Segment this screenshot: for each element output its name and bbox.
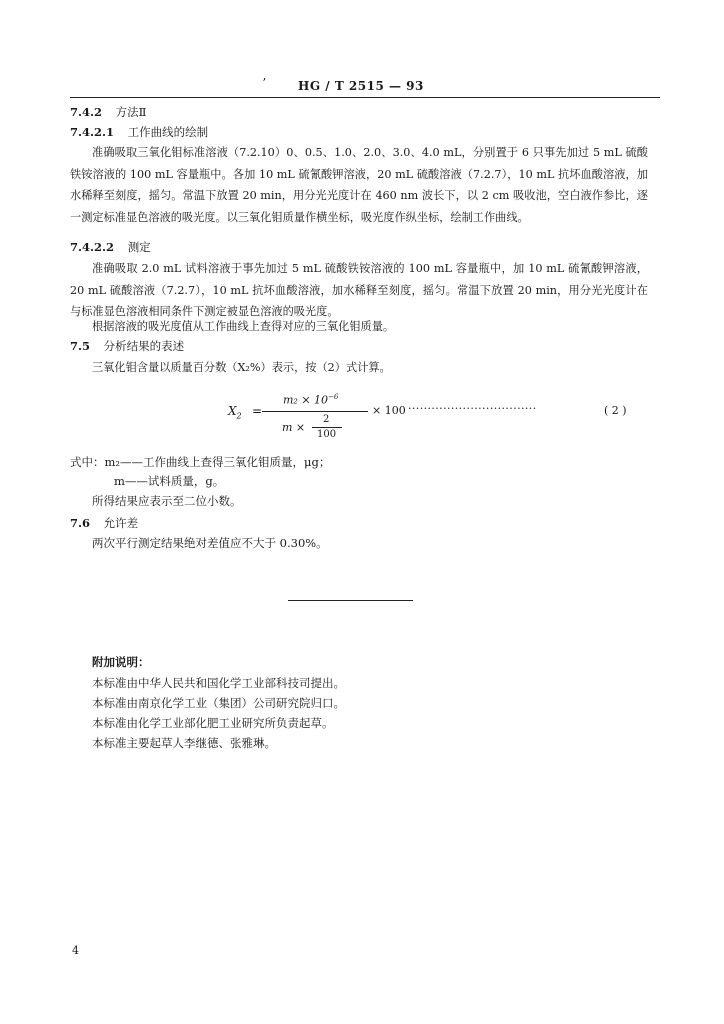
section-number: 7.5 — [70, 339, 91, 353]
section-number: 7.6 — [70, 516, 91, 530]
formula-inner-bar — [312, 427, 342, 428]
section-7-4-2 — [70, 105, 147, 119]
section-title: 允许差 — [103, 516, 139, 530]
note-authors: 本标准主要起草人李继德、张雅琳。 — [92, 736, 276, 750]
section-7-5 — [70, 339, 184, 353]
paragraph-tolerance: 两次平行测定结果绝对差值应不大于 0.30%。 — [92, 536, 328, 550]
section-title: 分析结果的表述 — [103, 339, 185, 353]
formula-main-bar — [262, 411, 368, 412]
note-drafter: 本标准由化学工业部化肥工业研究所负责起草。 — [92, 716, 334, 730]
formula-inner-denominator: 100 — [317, 429, 337, 440]
paragraph-precision: 所得结果应表示至二位小数。 — [92, 494, 242, 508]
section-7-6 — [70, 516, 138, 530]
paragraph-measurement: 准确吸取 2.0 mL 试料溶液于事先加过 5 mL 硫酸铁铵溶液的 100 mL 容量瓶中，加 10 mL 硫氰酸钾溶液，20 mL 硫酸溶液（7.2.7），10 mL 抗坏血酸溶液，加水稀释至刻度，摇匀。常温下放置 20 min，用分光光度计在与标准显色溶液相同条件下测定被显色溶液的吸光度。 — [70, 262, 648, 318]
where-m2: m₂——工作曲线上查得三氧化钼质量，μg； — [104, 455, 331, 469]
section-number: 7.4.2.1 — [70, 125, 115, 139]
end-separator — [288, 600, 413, 601]
where-block — [70, 455, 330, 469]
formula-numerator: $m_2 \times 10^{-6}$ — [283, 393, 339, 407]
section-7-4-2-1 — [70, 125, 208, 139]
page-number: 4 — [72, 944, 79, 957]
section-number: 7.4.2 — [70, 105, 103, 119]
formula-leader-dots: ································· — [408, 402, 537, 415]
formula-lhs: $X_2$ — [228, 404, 242, 421]
paragraph-expression: 三氧化钼含量以质量百分数（X₂%）表示，按（2）式计算。 — [92, 361, 391, 374]
formula-number: ( 2 ) — [604, 404, 627, 417]
note-administrator: 本标准由南京化学工业（集团）公司研究院归口。 — [92, 696, 345, 710]
section-7-4-2-2 — [70, 240, 151, 254]
section-title: 工作曲线的绘制 — [127, 125, 209, 139]
header-mark: ʼ — [262, 76, 266, 90]
section-title: 方法Ⅱ — [115, 105, 147, 119]
formula-inner-numerator: 2 — [323, 414, 330, 425]
where-m: m——试料质量，g。 — [114, 474, 225, 488]
where-label: 式中： — [70, 455, 105, 469]
section-title: 测定 — [127, 240, 151, 254]
paragraph-lookup: 根据溶液的吸光度值从工作曲线上查得对应的三氧化钼质量。 — [92, 320, 395, 333]
header-rule — [70, 97, 660, 98]
formula-denominator-left: m × — [282, 421, 306, 434]
paragraph-calibration: 准确吸取三氧化钼标准溶液（7.2.10）0、0.5、1.0、2.0、3.0、4.0 mL，分别置于 6 只事先加过 5 mL 硫酸铁铵溶液的 100 mL 容量瓶中。各加 10 mL 硫氰酸钾溶液，20 mL 硫酸溶液（7.2.7），10 mL 抗坏血酸溶液，加水稀释至刻度，摇匀。常温下放置 20 min，用分光光度计在 460 nm 波长下，以 2 cm 吸收池，空白液作参比，逐一测定标准显色溶液的吸光度。以三氧化钼质量作横坐标，吸光度作纵坐标，绘制工作曲线。 — [70, 146, 648, 224]
formula-multiplier: × 100 — [372, 404, 406, 417]
standard-code: HG / T 2515 — 93 — [298, 79, 424, 93]
section-number: 7.4.2.2 — [70, 240, 115, 254]
notes-title: 附加说明： — [92, 655, 150, 669]
note-proposer: 本标准由中华人民共和国化学工业部科技司提出。 — [92, 676, 345, 690]
formula-equals: = — [252, 404, 263, 418]
